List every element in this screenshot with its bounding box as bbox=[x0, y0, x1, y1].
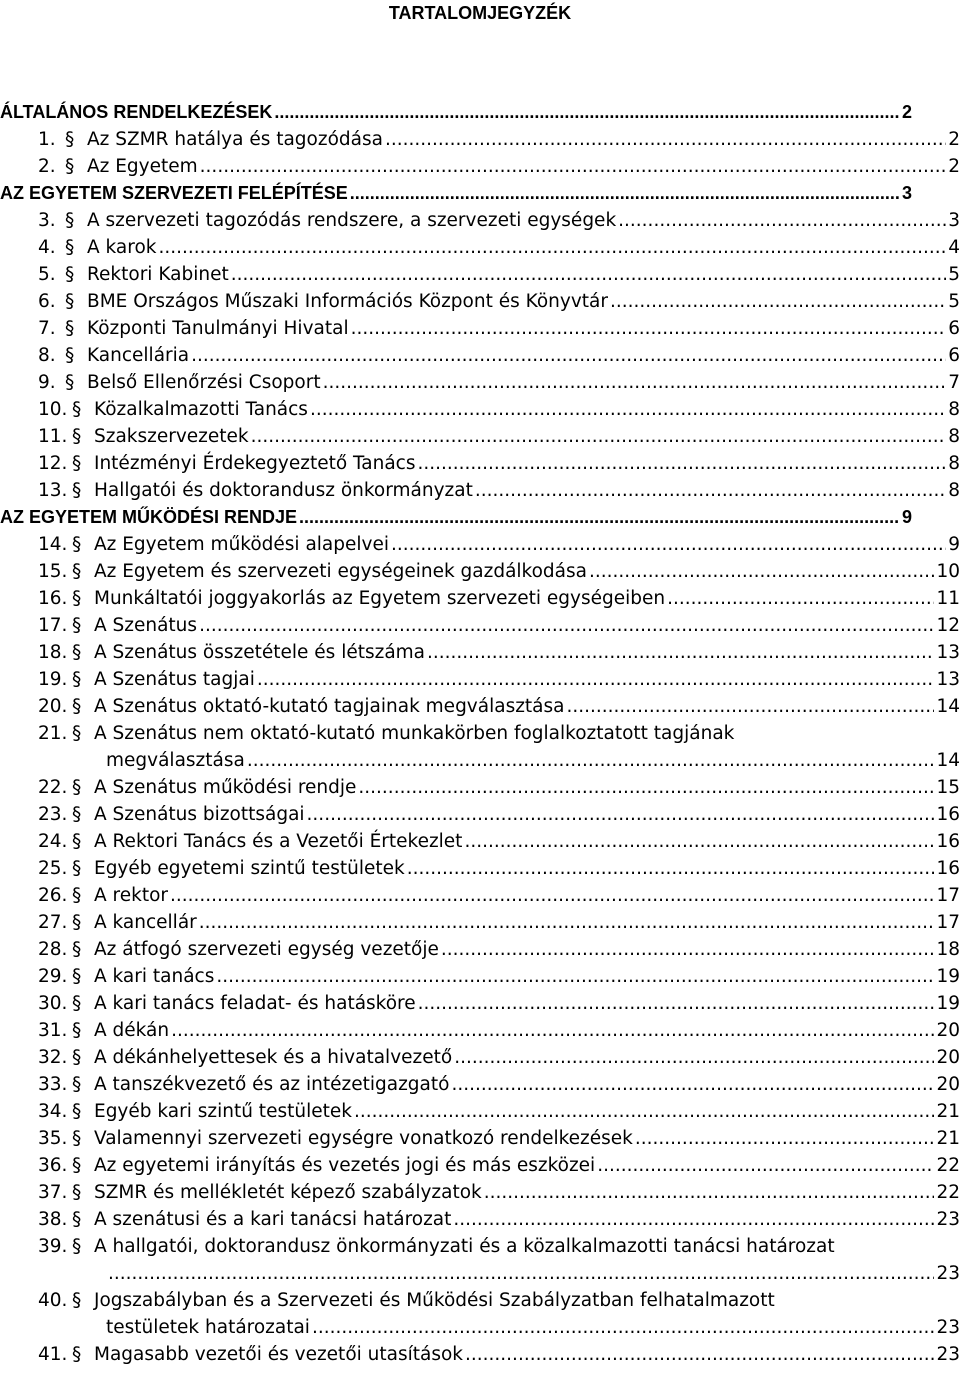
toc-dot-leader bbox=[350, 180, 900, 207]
toc-item-number: 20. bbox=[38, 696, 68, 717]
toc-section-row[interactable] bbox=[0, 180, 960, 207]
toc-item-title: Magasabb vezetői és vezetői utasítások bbox=[94, 1344, 464, 1365]
toc-item-title: Intézményi Érdekegyeztető Tanács bbox=[94, 453, 416, 474]
toc-item-title: A dékánhelyettesek és a hivatalvezető bbox=[94, 1047, 453, 1068]
toc-item-number: 4. bbox=[38, 237, 56, 258]
toc-item-number: 10. bbox=[38, 399, 68, 420]
toc-item-number: 25. bbox=[38, 858, 68, 879]
toc-item-number: 40. bbox=[38, 1290, 68, 1311]
section-sign-icon: § bbox=[65, 345, 75, 366]
section-sign-icon: § bbox=[72, 1020, 82, 1041]
toc-page-number: 21 bbox=[936, 1101, 960, 1122]
toc-item-row[interactable] bbox=[0, 720, 960, 774]
toc-item-title: A Szenátus működési rendje bbox=[94, 777, 357, 798]
toc-item-number: 34. bbox=[38, 1101, 68, 1122]
toc-item-number: 1. bbox=[38, 129, 56, 150]
section-sign-icon: § bbox=[72, 642, 82, 663]
toc-item-row[interactable] bbox=[0, 153, 960, 180]
toc-item-title: A Rektori Tanács és a Vezetői Értekezlet bbox=[94, 831, 463, 852]
toc-dot-leader bbox=[216, 963, 934, 990]
toc-item-title: A Szenátus összetétele és létszáma bbox=[94, 642, 426, 663]
toc-dot-leader bbox=[351, 315, 947, 342]
toc-item-row[interactable] bbox=[0, 828, 960, 855]
section-sign-icon: § bbox=[65, 237, 75, 258]
toc-item-title-continued: megválasztása bbox=[106, 750, 245, 771]
toc-item-number: 7. bbox=[38, 318, 56, 339]
toc-item-title: Szakszervezetek bbox=[94, 426, 249, 447]
toc-page-number: 8 bbox=[948, 399, 960, 420]
toc-item-row[interactable] bbox=[0, 261, 960, 288]
toc-item-number: 17. bbox=[38, 615, 68, 636]
toc-item-row[interactable] bbox=[0, 126, 960, 153]
toc-dot-leader bbox=[427, 639, 934, 666]
section-sign-icon: § bbox=[72, 1182, 82, 1203]
toc-page-number: 23 bbox=[936, 1317, 960, 1338]
toc-item-title: A kari tanács feladat- és hatásköre bbox=[94, 993, 416, 1014]
toc-item-title: A kancellár bbox=[94, 912, 197, 933]
toc-item-title: Az Egyetem bbox=[87, 156, 198, 177]
toc-item-row[interactable] bbox=[0, 882, 960, 909]
toc-item-number: 14. bbox=[38, 534, 68, 555]
toc-dot-leader bbox=[108, 1260, 934, 1287]
toc-item-row[interactable] bbox=[0, 1233, 960, 1287]
section-sign-icon: § bbox=[72, 588, 82, 609]
section-sign-icon: § bbox=[72, 777, 82, 798]
toc-item-title: A tanszékvezető és az intézetigazgató bbox=[94, 1074, 450, 1095]
toc-item-row[interactable] bbox=[0, 612, 960, 639]
toc-dot-leader bbox=[618, 207, 946, 234]
toc-dot-leader bbox=[667, 585, 934, 612]
toc-item-title-continued: testületek határozatai bbox=[106, 1317, 310, 1338]
toc-item-number: 16. bbox=[38, 588, 68, 609]
toc-dot-leader bbox=[170, 882, 934, 909]
toc-item-row[interactable] bbox=[0, 1098, 960, 1125]
toc-page-number: 16 bbox=[936, 831, 960, 852]
toc-item-row[interactable] bbox=[0, 1152, 960, 1179]
section-sign-icon: § bbox=[65, 129, 75, 150]
toc-item-number: 21. bbox=[38, 723, 68, 744]
toc-page-number: 19 bbox=[936, 993, 960, 1014]
toc-dot-leader bbox=[418, 990, 935, 1017]
toc-item-row[interactable] bbox=[0, 342, 960, 369]
toc-page-number: 22 bbox=[936, 1155, 960, 1176]
toc-section-row[interactable] bbox=[0, 504, 960, 531]
toc-item-number: 38. bbox=[38, 1209, 68, 1230]
section-sign-icon: § bbox=[72, 561, 82, 582]
toc-item-title: Az Egyetem és szervezeti egységeinek gazdálkodása bbox=[94, 561, 587, 582]
toc-item-title: Az Egyetem működési alapelvei bbox=[94, 534, 389, 555]
toc-item-title: BME Országos Műszaki Információs Központ és Könyvtár bbox=[87, 291, 608, 312]
toc-page-number: 5 bbox=[948, 291, 960, 312]
toc-page-number: 18 bbox=[936, 939, 960, 960]
toc-dot-leader bbox=[257, 666, 935, 693]
section-sign-icon: § bbox=[65, 291, 75, 312]
section-sign-icon: § bbox=[72, 831, 82, 852]
toc-item-title: A dékán bbox=[94, 1020, 170, 1041]
toc-item-row[interactable] bbox=[0, 1206, 960, 1233]
toc-page-number: 2 bbox=[948, 156, 960, 177]
toc-item-number: 12. bbox=[38, 453, 68, 474]
toc-item-title: Munkáltatói joggyakorlás az Egyetem szervezeti egységeiben bbox=[94, 588, 666, 609]
toc-item-row[interactable] bbox=[0, 774, 960, 801]
toc-page-number: 2 bbox=[948, 129, 960, 150]
toc-item-title: Központi Tanulmányi Hivatal bbox=[87, 318, 349, 339]
toc-dot-leader bbox=[407, 855, 935, 882]
toc-page-number: 3 bbox=[948, 210, 960, 231]
toc-page-number: 8 bbox=[948, 480, 960, 501]
toc-item-number: 31. bbox=[38, 1020, 68, 1041]
toc-dot-leader bbox=[159, 234, 947, 261]
toc-item-title: A szenátusi és a kari tanácsi határozat bbox=[94, 1209, 452, 1230]
toc-item-title: A rektor bbox=[94, 885, 169, 906]
toc-page-number: 13 bbox=[936, 669, 960, 690]
toc-dot-leader bbox=[191, 342, 946, 369]
toc-item-number: 19. bbox=[38, 669, 68, 690]
toc-dot-leader bbox=[299, 504, 900, 531]
section-sign-icon: § bbox=[72, 1236, 82, 1257]
toc-item-number: 36. bbox=[38, 1155, 68, 1176]
toc-item-number: 18. bbox=[38, 642, 68, 663]
toc-item-number: 39. bbox=[38, 1236, 68, 1257]
section-sign-icon: § bbox=[65, 318, 75, 339]
toc-item-number: 27. bbox=[38, 912, 68, 933]
section-sign-icon: § bbox=[72, 696, 82, 717]
toc-dot-leader bbox=[464, 828, 934, 855]
toc-page-number: 14 bbox=[936, 750, 960, 771]
toc-item-row[interactable] bbox=[0, 207, 960, 234]
toc-page-number: 23 bbox=[936, 1263, 960, 1284]
toc-item-row[interactable] bbox=[0, 639, 960, 666]
section-sign-icon: § bbox=[72, 1209, 82, 1230]
toc-item-row[interactable] bbox=[0, 369, 960, 396]
toc-item-row[interactable] bbox=[0, 1071, 960, 1098]
toc-item-row[interactable] bbox=[0, 936, 960, 963]
toc-item-title: Egyéb egyetemi szintű testületek bbox=[94, 858, 405, 879]
toc-dot-leader bbox=[231, 261, 947, 288]
section-sign-icon: § bbox=[72, 993, 82, 1014]
toc-page-number: 9 bbox=[948, 534, 960, 555]
section-sign-icon: § bbox=[72, 1074, 82, 1095]
toc-dot-leader bbox=[597, 1152, 934, 1179]
toc-page-number: 9 bbox=[901, 507, 912, 527]
toc-item-row[interactable] bbox=[0, 396, 960, 423]
toc-item-title: A karok bbox=[87, 237, 157, 258]
section-sign-icon: § bbox=[72, 669, 82, 690]
page-title: TARTALOMJEGYZÉK bbox=[388, 3, 572, 23]
toc-item-title: Az átfogó szervezeti egység vezetője bbox=[94, 939, 439, 960]
toc-page-number: 10 bbox=[936, 561, 960, 582]
toc-page-number: 12 bbox=[936, 615, 960, 636]
toc-item-number: 15. bbox=[38, 561, 68, 582]
toc-item-row[interactable] bbox=[0, 693, 960, 720]
section-sign-icon: § bbox=[72, 399, 82, 420]
toc-dot-leader bbox=[307, 801, 935, 828]
toc-dot-leader bbox=[417, 450, 946, 477]
toc-item-title: Az SZMR hatálya és tagozódása bbox=[87, 129, 383, 150]
toc-item-row[interactable] bbox=[0, 558, 960, 585]
toc-section-row[interactable] bbox=[0, 99, 960, 126]
toc-item-title: A Szenátus oktató-kutató tagjainak megválasztása bbox=[94, 696, 565, 717]
toc-item-title: Belső Ellenőrzési Csoport bbox=[87, 372, 321, 393]
toc-section-title: AZ EGYETEM MŰKÖDÉSI RENDJE bbox=[0, 507, 298, 527]
toc-item-title: A Szenátus tagjai bbox=[94, 669, 255, 690]
toc-item-title: Jogszabályban és a Szervezeti és Működési Szabályzatban felhatalmazott bbox=[94, 1290, 775, 1311]
toc-page-number: 13 bbox=[936, 642, 960, 663]
toc-dot-leader bbox=[199, 612, 934, 639]
toc-item-title: Rektori Kabinet bbox=[87, 264, 229, 285]
toc-dot-leader bbox=[312, 1314, 935, 1341]
toc-dot-leader bbox=[251, 423, 947, 450]
toc-page-number: 20 bbox=[936, 1020, 960, 1041]
toc-item-title: Hallgatói és doktorandusz önkormányzat bbox=[94, 480, 473, 501]
toc-item-title: A szervezeti tagozódás rendszere, a szervezeti egységek bbox=[87, 210, 617, 231]
toc-item-number: 26. bbox=[38, 885, 68, 906]
section-sign-icon: § bbox=[72, 858, 82, 879]
toc-item-title: Az egyetemi irányítás és vezetés jogi és más eszközei bbox=[94, 1155, 596, 1176]
section-sign-icon: § bbox=[72, 1101, 82, 1122]
toc-page-number: 11 bbox=[936, 588, 960, 609]
toc-item-number: 3. bbox=[38, 210, 56, 231]
toc-dot-leader bbox=[454, 1044, 934, 1071]
toc-dot-leader bbox=[465, 1341, 934, 1368]
section-sign-icon: § bbox=[72, 912, 82, 933]
toc-item-row[interactable] bbox=[0, 531, 960, 558]
toc-dot-leader bbox=[199, 909, 935, 936]
toc-item-number: 41. bbox=[38, 1344, 68, 1365]
toc-dot-leader bbox=[610, 288, 946, 315]
toc-dot-leader bbox=[310, 396, 946, 423]
toc-item-row[interactable] bbox=[0, 963, 960, 990]
toc-item-title: A Szenátus nem oktató-kutató munkakörben foglalkoztatott tagjának bbox=[94, 723, 735, 744]
section-sign-icon: § bbox=[65, 264, 75, 285]
toc-page-number: 4 bbox=[948, 237, 960, 258]
toc-page-number: 23 bbox=[936, 1344, 960, 1365]
toc-item-number: 24. bbox=[38, 831, 68, 852]
toc-dot-leader bbox=[385, 126, 946, 153]
toc-page-number: 23 bbox=[936, 1209, 960, 1230]
section-sign-icon: § bbox=[72, 1128, 82, 1149]
toc-dot-leader bbox=[589, 558, 934, 585]
toc-item-number: 23. bbox=[38, 804, 68, 825]
section-sign-icon: § bbox=[72, 723, 82, 744]
toc-dot-leader bbox=[358, 774, 934, 801]
toc-item-number: 29. bbox=[38, 966, 68, 987]
toc-item-number: 28. bbox=[38, 939, 68, 960]
toc-item-title: Közalkalmazotti Tanács bbox=[94, 399, 308, 420]
toc-dot-leader bbox=[635, 1125, 935, 1152]
toc-page-number: 22 bbox=[936, 1182, 960, 1203]
section-sign-icon: § bbox=[72, 453, 82, 474]
toc-section-title: ÁLTALÁNOS RENDELKEZÉSEK bbox=[0, 102, 273, 122]
section-sign-icon: § bbox=[72, 1047, 82, 1068]
toc-item-row[interactable] bbox=[0, 909, 960, 936]
toc-item-number: 13. bbox=[38, 480, 68, 501]
toc-item-row[interactable] bbox=[0, 1287, 960, 1341]
toc-page-number: 5 bbox=[948, 264, 960, 285]
toc-item-row[interactable] bbox=[0, 288, 960, 315]
section-sign-icon: § bbox=[72, 426, 82, 447]
toc-page-number: 15 bbox=[936, 777, 960, 798]
toc-item-number: 22. bbox=[38, 777, 68, 798]
toc-item-row[interactable] bbox=[0, 1179, 960, 1206]
section-sign-icon: § bbox=[72, 939, 82, 960]
toc-page-number: 20 bbox=[936, 1047, 960, 1068]
toc-item-row[interactable] bbox=[0, 1044, 960, 1071]
section-sign-icon: § bbox=[72, 1344, 82, 1365]
toc-dot-leader bbox=[451, 1071, 934, 1098]
toc-dot-leader bbox=[567, 693, 935, 720]
section-sign-icon: § bbox=[65, 210, 75, 231]
toc-page-number: 8 bbox=[948, 426, 960, 447]
toc-item-row[interactable] bbox=[0, 1017, 960, 1044]
toc-item-row[interactable] bbox=[0, 477, 960, 504]
toc-page-number: 16 bbox=[936, 804, 960, 825]
toc-page-number: 8 bbox=[948, 453, 960, 474]
section-sign-icon: § bbox=[65, 372, 75, 393]
toc-page-number: 2 bbox=[901, 102, 912, 122]
toc-page-number: 3 bbox=[901, 183, 912, 203]
section-sign-icon: § bbox=[72, 885, 82, 906]
toc-dot-leader bbox=[475, 477, 946, 504]
toc-item-number: 35. bbox=[38, 1128, 68, 1149]
toc-page-number: 21 bbox=[936, 1128, 960, 1149]
toc-dot-leader bbox=[391, 531, 946, 558]
toc-item-number: 5. bbox=[38, 264, 56, 285]
toc-dot-leader bbox=[323, 369, 947, 396]
toc-dot-leader bbox=[200, 153, 947, 180]
toc-item-number: 32. bbox=[38, 1047, 68, 1068]
toc-dot-leader bbox=[354, 1098, 935, 1125]
section-sign-icon: § bbox=[72, 966, 82, 987]
toc-item-row[interactable] bbox=[0, 801, 960, 828]
section-sign-icon: § bbox=[72, 615, 82, 636]
toc-dot-leader bbox=[484, 1179, 935, 1206]
toc-page-number: 17 bbox=[936, 912, 960, 933]
toc-item-title: Valamennyi szervezeti egységre vonatkozó rendelkezések bbox=[94, 1128, 633, 1149]
toc-item-row[interactable] bbox=[0, 990, 960, 1017]
toc-item-row[interactable] bbox=[0, 1341, 960, 1368]
toc-item-row[interactable] bbox=[0, 1125, 960, 1152]
toc-item-number: 11. bbox=[38, 426, 68, 447]
toc-item-title: A Szenátus bbox=[94, 615, 198, 636]
toc-item-title: A Szenátus bizottságai bbox=[94, 804, 305, 825]
toc-dot-leader bbox=[274, 99, 900, 126]
toc-section-title: AZ EGYETEM SZERVEZETI FELÉPÍTÉSE bbox=[0, 183, 348, 203]
toc-item-number: 30. bbox=[38, 993, 68, 1014]
toc-item-title: Egyéb kari szintű testületek bbox=[94, 1101, 352, 1122]
toc-item-title: Kancellária bbox=[87, 345, 190, 366]
toc-dot-leader bbox=[441, 936, 935, 963]
table-of-contents bbox=[0, 99, 960, 1368]
toc-page-number: 7 bbox=[948, 372, 960, 393]
toc-item-number: 33. bbox=[38, 1074, 68, 1095]
toc-item-number: 8. bbox=[38, 345, 56, 366]
toc-page-number: 14 bbox=[936, 696, 960, 717]
toc-item-row[interactable] bbox=[0, 234, 960, 261]
toc-page-number: 16 bbox=[936, 858, 960, 879]
section-sign-icon: § bbox=[72, 534, 82, 555]
toc-page-number: 20 bbox=[936, 1074, 960, 1095]
toc-page-number: 6 bbox=[948, 318, 960, 339]
toc-item-number: 9. bbox=[38, 372, 56, 393]
toc-item-title: SZMR és mellékletét képező szabályzatok bbox=[94, 1182, 482, 1203]
toc-item-number: 37. bbox=[38, 1182, 68, 1203]
section-sign-icon: § bbox=[65, 156, 75, 177]
toc-dot-leader bbox=[171, 1017, 934, 1044]
toc-item-row[interactable] bbox=[0, 450, 960, 477]
toc-item-row[interactable] bbox=[0, 585, 960, 612]
toc-page-number: 6 bbox=[948, 345, 960, 366]
toc-item-number: 6. bbox=[38, 291, 56, 312]
section-sign-icon: § bbox=[72, 480, 82, 501]
section-sign-icon: § bbox=[72, 804, 82, 825]
toc-item-title: A hallgatói, doktorandusz önkormányzati és a közalkalmazotti tanácsi határozat bbox=[94, 1236, 835, 1257]
toc-page-number: 19 bbox=[936, 966, 960, 987]
toc-item-row[interactable] bbox=[0, 423, 960, 450]
toc-item-row[interactable] bbox=[0, 315, 960, 342]
toc-dot-leader bbox=[453, 1206, 934, 1233]
toc-item-title: A kari tanács bbox=[94, 966, 215, 987]
toc-item-number: 2. bbox=[38, 156, 56, 177]
section-sign-icon: § bbox=[72, 1290, 82, 1311]
toc-item-row[interactable] bbox=[0, 666, 960, 693]
section-sign-icon: § bbox=[72, 1155, 82, 1176]
toc-dot-leader bbox=[247, 747, 935, 774]
toc-page-number: 17 bbox=[936, 885, 960, 906]
toc-item-row[interactable] bbox=[0, 855, 960, 882]
